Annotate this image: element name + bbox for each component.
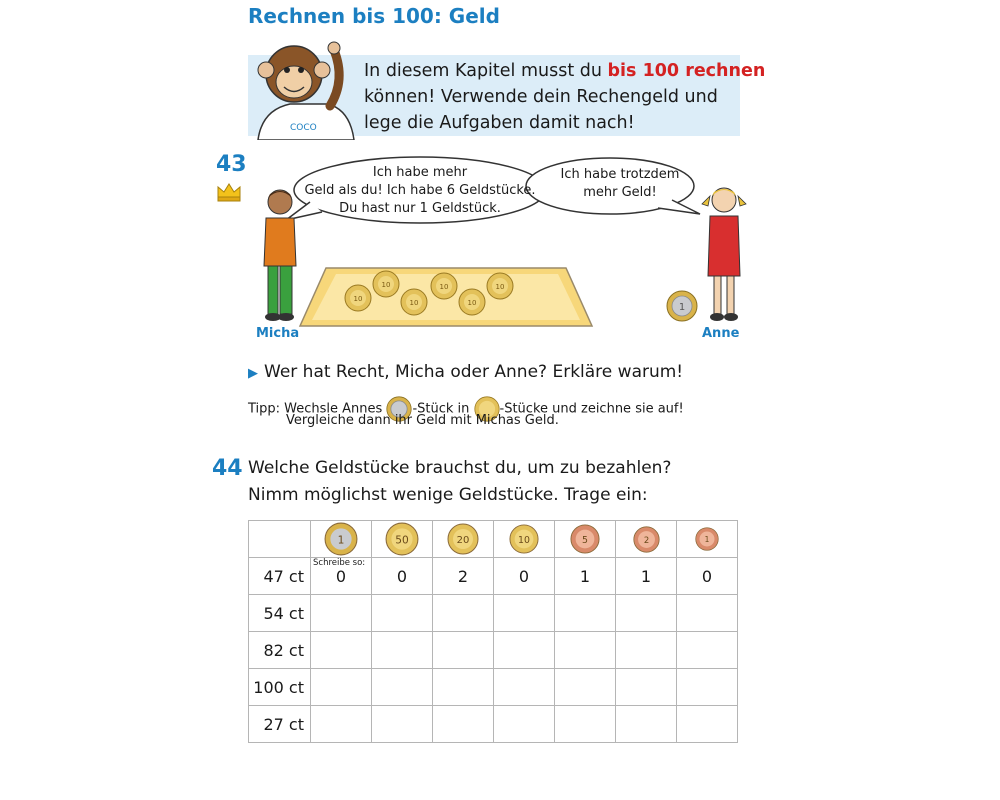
coin-copper-icon bbox=[570, 524, 600, 554]
tip-part-b: -Stück in bbox=[412, 401, 474, 417]
coin-label: 50 bbox=[395, 533, 409, 547]
coin-copper-icon bbox=[633, 526, 660, 553]
coin-label: 10 bbox=[467, 299, 477, 307]
tip-part-c: -Stücke und zeichne sie auf! bbox=[499, 401, 684, 417]
answer-cell[interactable] bbox=[494, 595, 555, 632]
answer-cell[interactable] bbox=[677, 706, 738, 743]
intro-line2: können! Verwende dein Rechengeld und bbox=[364, 87, 718, 107]
answer-value: 0 bbox=[396, 566, 408, 586]
coin-label: 10 bbox=[439, 283, 449, 291]
crown-icon bbox=[216, 182, 242, 202]
answer-cell[interactable] bbox=[555, 669, 616, 706]
answer-cell[interactable] bbox=[555, 632, 616, 669]
coin-header-cell bbox=[372, 521, 433, 558]
answer-cell[interactable] bbox=[494, 669, 555, 706]
answer-cell[interactable] bbox=[616, 558, 677, 595]
coin-header-cell bbox=[494, 521, 555, 558]
task-number-44: 44 bbox=[212, 456, 243, 481]
answer-cell[interactable] bbox=[677, 669, 738, 706]
answer-cell[interactable] bbox=[616, 632, 677, 669]
coin-copper-icon bbox=[695, 527, 719, 551]
bubble-micha-line: Geld als du! Ich habe 6 Geldstücke. bbox=[304, 183, 536, 198]
bullet-triangle-icon: ▶ bbox=[248, 366, 258, 381]
answer-cell[interactable] bbox=[311, 558, 372, 595]
coin-table bbox=[248, 520, 738, 743]
coin-label: 10 bbox=[409, 299, 419, 307]
bubble-micha-line: Ich habe mehr bbox=[372, 165, 468, 180]
answer-cell[interactable] bbox=[555, 558, 616, 595]
ten-cent-coin-icon bbox=[431, 273, 457, 299]
coin-euro-icon bbox=[324, 522, 358, 556]
answer-value: 2 bbox=[457, 566, 469, 586]
table-row bbox=[249, 669, 738, 706]
coin-gold-icon bbox=[447, 523, 479, 555]
table-row bbox=[249, 632, 738, 669]
monkey-coco-icon bbox=[250, 40, 360, 140]
coin-label: 10 bbox=[518, 534, 530, 546]
anne-figure-icon bbox=[700, 184, 748, 324]
answer-cell[interactable] bbox=[372, 595, 433, 632]
answer-cell[interactable] bbox=[311, 669, 372, 706]
answer-cell[interactable] bbox=[372, 558, 433, 595]
amount-cell: 47 ct bbox=[249, 558, 311, 595]
coin-header-cell bbox=[311, 521, 372, 558]
answer-cell[interactable] bbox=[433, 595, 494, 632]
answer-value: 0 bbox=[335, 566, 347, 586]
amount-cell: 54 ct bbox=[249, 595, 311, 632]
answer-cell[interactable] bbox=[677, 632, 738, 669]
answer-cell[interactable] bbox=[555, 706, 616, 743]
answer-cell[interactable] bbox=[433, 632, 494, 669]
answer-cell[interactable] bbox=[372, 706, 433, 743]
amount-cell: 100 ct bbox=[249, 669, 311, 706]
intro-line3: lege die Aufgaben damit nach! bbox=[364, 113, 635, 133]
anne-coin bbox=[666, 290, 698, 326]
tip-line2: Vergleiche dann ihr Geld mit Michas Geld. bbox=[286, 413, 559, 428]
coin-header-cell bbox=[677, 521, 738, 558]
task44-line2: Nimm möglichst wenige Geldstücke. Trage ein: bbox=[248, 485, 648, 505]
coin-label: 10 bbox=[495, 283, 505, 291]
answer-cell[interactable] bbox=[372, 632, 433, 669]
coin-label: 20 bbox=[456, 535, 470, 546]
question-43 bbox=[248, 362, 683, 382]
coin-gold-icon bbox=[385, 522, 419, 556]
answer-cell[interactable] bbox=[311, 595, 372, 632]
coin-header-cell bbox=[433, 521, 494, 558]
table-row bbox=[249, 558, 738, 595]
table-row bbox=[249, 706, 738, 743]
coin-gold-icon bbox=[509, 524, 539, 554]
page-title: Rechnen bis 100: Geld bbox=[248, 4, 500, 28]
intro-text bbox=[364, 58, 765, 136]
ten-cent-coin-icon bbox=[373, 271, 399, 297]
name-anne: Anne bbox=[702, 326, 740, 341]
bubble-micha-text bbox=[290, 164, 550, 218]
bubble-micha-line: Du hast nur 1 Geldstück. bbox=[339, 201, 501, 216]
amount-cell: 27 ct bbox=[249, 706, 311, 743]
answer-cell[interactable] bbox=[311, 706, 372, 743]
ten-cent-coin-icon bbox=[459, 289, 485, 315]
question-43-text: Wer hat Recht, Micha oder Anne? Erkläre warum! bbox=[264, 362, 684, 382]
table-row bbox=[249, 595, 738, 632]
answer-cell[interactable] bbox=[616, 669, 677, 706]
answer-cell[interactable] bbox=[677, 558, 738, 595]
coin-label: 2 bbox=[643, 534, 649, 545]
answer-cell[interactable] bbox=[433, 558, 494, 595]
answer-cell[interactable] bbox=[616, 595, 677, 632]
ten-cent-coin-icon bbox=[345, 285, 371, 311]
ten-cent-coin-icon bbox=[487, 273, 513, 299]
table-header-row bbox=[249, 521, 738, 558]
coin-label: 5 bbox=[582, 534, 588, 546]
answer-cell[interactable] bbox=[433, 706, 494, 743]
answer-value: 1 bbox=[640, 566, 652, 586]
answer-cell[interactable] bbox=[372, 669, 433, 706]
task-number-43: 43 bbox=[216, 152, 247, 177]
ten-cent-coin-icon bbox=[401, 289, 427, 315]
answer-value: 0 bbox=[701, 566, 713, 586]
answer-cell[interactable] bbox=[433, 669, 494, 706]
task44-line1: Welche Geldstücke brauchst du, um zu bezahlen? bbox=[248, 458, 672, 478]
name-micha: Micha bbox=[256, 326, 300, 341]
answer-cell[interactable] bbox=[494, 558, 555, 595]
bubble-anne-line: mehr Geld! bbox=[583, 185, 657, 200]
coin-header-cell bbox=[616, 521, 677, 558]
coin-header-cell bbox=[555, 521, 616, 558]
amount-cell: 82 ct bbox=[249, 632, 311, 669]
intro-line1: In diesem Kapitel musst du bbox=[364, 61, 608, 81]
bubble-anne-line: Ich habe trotzdem bbox=[560, 167, 680, 182]
answer-cell[interactable] bbox=[494, 706, 555, 743]
answer-cell[interactable] bbox=[677, 595, 738, 632]
anne-coin-label: 1 bbox=[678, 302, 686, 313]
coin-mat bbox=[296, 264, 594, 332]
coin-label: 10 bbox=[381, 281, 391, 289]
answer-cell[interactable] bbox=[311, 632, 372, 669]
answer-value: 1 bbox=[579, 566, 591, 586]
coin-label: 1 bbox=[337, 533, 345, 547]
answer-cell[interactable] bbox=[616, 706, 677, 743]
answer-cell[interactable] bbox=[494, 632, 555, 669]
coin-label: 10 bbox=[353, 295, 363, 303]
table-corner-cell bbox=[249, 521, 311, 558]
example-hint: Schreibe so: bbox=[313, 558, 366, 568]
coin-label: 1 bbox=[704, 535, 710, 544]
euro-coin-icon bbox=[666, 290, 698, 322]
tip-part-a: Tipp: Wechsle Annes bbox=[248, 401, 387, 417]
bubble-anne-text bbox=[540, 166, 700, 202]
intro-highlight: bis 100 rechnen bbox=[607, 61, 766, 81]
answer-cell[interactable] bbox=[555, 595, 616, 632]
shirt-label: COCO bbox=[290, 123, 317, 133]
answer-value: 0 bbox=[518, 566, 530, 586]
